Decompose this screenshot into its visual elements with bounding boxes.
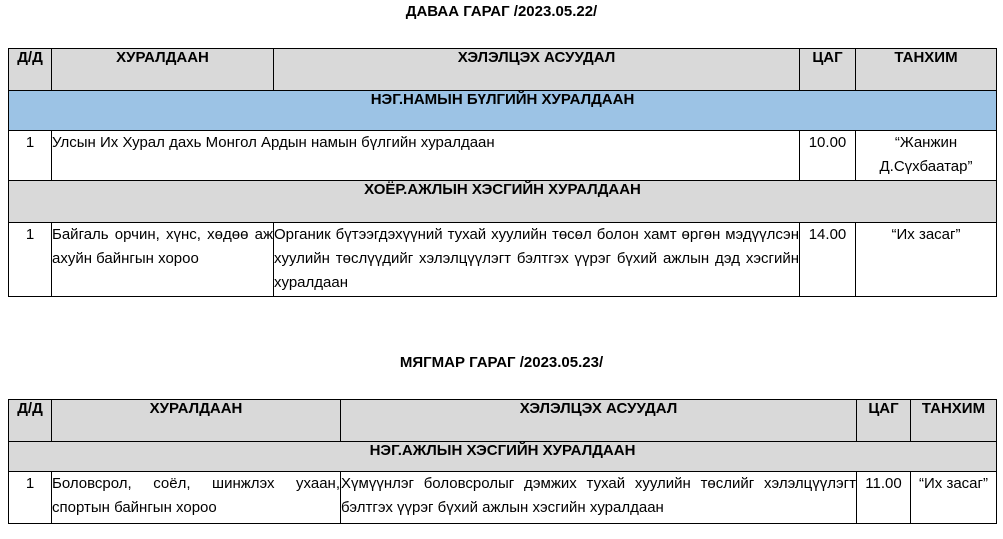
section-title-party-group: НЭГ.НАМЫН БҮЛГИЙН ХУРАЛДААН	[9, 91, 997, 131]
section-title-working-group: НЭГ.АЖЛЫН ХЭСГИЙН ХУРАЛДААН	[9, 442, 997, 472]
table-row	[9, 472, 997, 524]
row-number: 1	[9, 131, 52, 181]
header-issue: ХЭЛЭЛЦЭХ АСУУДАЛ	[274, 49, 800, 91]
day-title-monday: ДАВАА ГАРАГ /2023.05.22/	[405, 3, 598, 20]
header-num: Д/Д	[9, 400, 52, 442]
header-room: ТАНХИМ	[911, 400, 997, 442]
header-row	[9, 400, 997, 442]
meeting-time: 10.00	[800, 131, 856, 181]
meeting-name: Байгаль орчин, хүнс, хөдөө аж ахуйн байнгын хороо	[52, 223, 274, 297]
meeting-issue: Органик бүтээгдэхүүний тухай хуулийн төсөл болон хамт өргөн мэдүүлсэн хуулийн төслүүдийг хэлэлцүүлэгт бэлтгэх үүрэг бүхий ажлын дэд хэсгийн хуралдаан	[274, 223, 800, 297]
section-title-working-group: ХОЁР.АЖЛЫН ХЭСГИЙН ХУРАЛДААН	[9, 181, 997, 223]
meeting-room: “Жанжин Д.Сүхбаатар”	[856, 131, 997, 181]
header-num: Д/Д	[9, 49, 52, 91]
header-meeting: ХУРАЛДААН	[52, 400, 341, 442]
meeting-time: 11.00	[857, 472, 911, 524]
table-row	[9, 223, 997, 297]
meeting-name: Боловсрол, соёл, шинжлэх ухаан, спортын байнгын хороо	[52, 472, 341, 524]
schedule-table-tuesday	[8, 399, 997, 524]
meeting-issue: Хүмүүнлэг боловсролыг дэмжих тухай хуулийн төслийг хэлэлцүүлэгт бэлтгэх үүрэг бүхий ажлын хэсгийн хуралдаан	[341, 472, 857, 524]
header-row	[9, 49, 997, 91]
section-row	[9, 91, 997, 131]
header-room: ТАНХИМ	[856, 49, 997, 91]
section-row	[9, 181, 997, 223]
header-meeting: ХУРАЛДААН	[52, 49, 274, 91]
meeting-room: “Их засаг”	[911, 472, 997, 524]
row-number: 1	[9, 472, 52, 524]
header-time: ЦАГ	[800, 49, 856, 91]
header-issue: ХЭЛЭЛЦЭХ АСУУДАЛ	[341, 400, 857, 442]
meeting-room: “Их засаг”	[856, 223, 997, 297]
section-row	[9, 442, 997, 472]
meeting-time: 14.00	[800, 223, 856, 297]
meeting-name: Улсын Их Хурал дахь Монгол Ардын намын бүлгийн хуралдаан	[52, 131, 800, 181]
schedule-table-monday	[8, 48, 997, 297]
day-title-tuesday: МЯГМАР ГАРАГ /2023.05.23/	[399, 354, 604, 371]
row-number: 1	[9, 223, 52, 297]
header-time: ЦАГ	[857, 400, 911, 442]
table-row	[9, 131, 997, 181]
